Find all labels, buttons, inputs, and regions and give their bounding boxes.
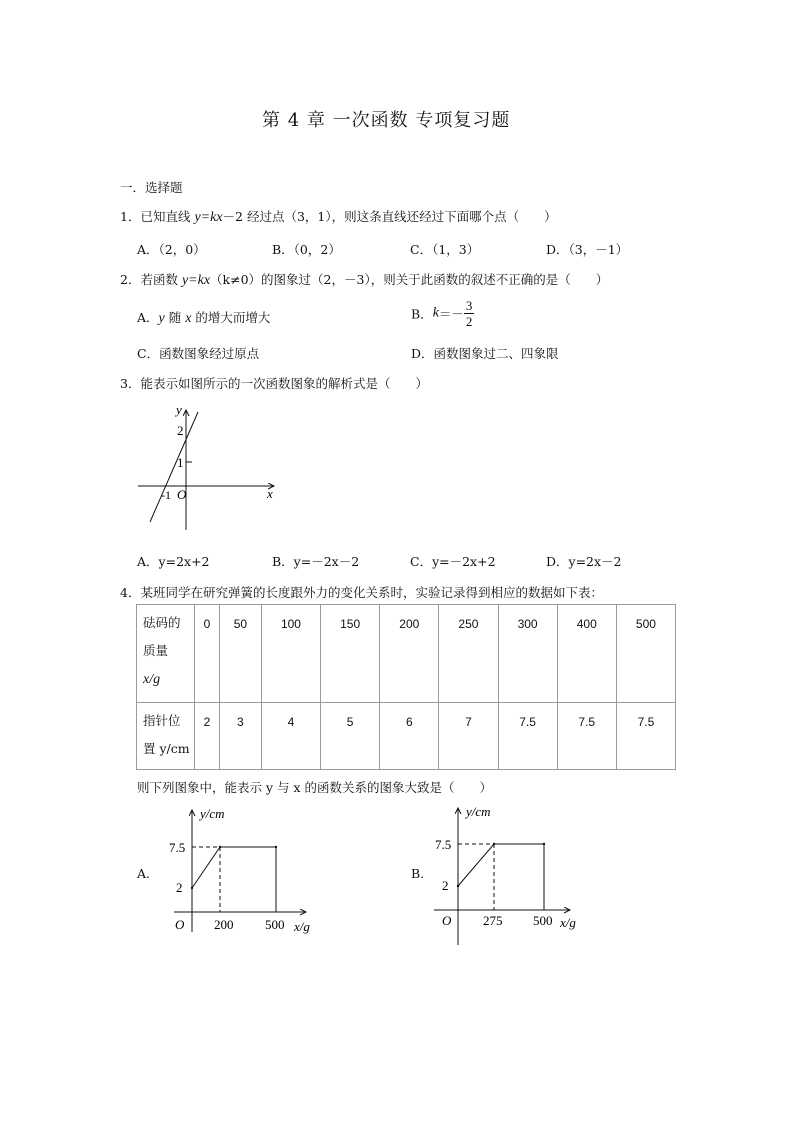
- table-cell: 500: [616, 605, 675, 703]
- table-cell: 50: [219, 605, 261, 703]
- table-cell: 4: [261, 703, 320, 770]
- data-point: [191, 887, 193, 889]
- table-cell: 6: [380, 703, 439, 770]
- q1-function: y=kx: [194, 210, 223, 225]
- q2-function: y=kx: [181, 273, 211, 288]
- row-header-line: 砝码的: [143, 615, 181, 630]
- x-axis-label: x/g: [560, 915, 576, 930]
- q2-option-a-text: 的增大而增大: [191, 310, 271, 325]
- tick-label-200: 200: [214, 917, 234, 932]
- table-cell: 7.5: [498, 703, 557, 770]
- q1-stem-prefix: 1．已知直线: [120, 209, 195, 224]
- q2-condition: （k≠0）: [210, 272, 262, 287]
- q3-option-b[interactable]: B．y=－2x－2: [272, 554, 360, 569]
- tick-label-275: 275: [483, 913, 503, 928]
- graph-a: [160, 800, 320, 940]
- row-header-position: [137, 703, 195, 770]
- q3-option-d[interactable]: D．y=2x－2: [546, 554, 622, 569]
- table-cell: 0: [195, 605, 220, 703]
- data-point: [219, 846, 221, 848]
- q1-option-c[interactable]: C．（1，3）: [410, 242, 480, 257]
- row-header-line: 质量: [143, 643, 169, 658]
- table-cell: 250: [439, 605, 498, 703]
- q1-stem-suffix: －2 经过点（3，1），则这条直线还经过下面哪个点（ ）: [222, 209, 557, 224]
- table-row: [137, 605, 676, 703]
- q1-option-d[interactable]: D．（3，－1）: [546, 242, 629, 257]
- origin-label: O: [177, 487, 187, 502]
- section-heading: 一．选择题: [120, 180, 183, 195]
- tick-label-7-5: 7.5: [435, 837, 452, 852]
- table-row: [137, 703, 676, 770]
- data-table: [136, 604, 676, 770]
- q2-option-d[interactable]: D．函数图象过二、四象限: [411, 346, 559, 361]
- row-header-line: 置 y/cm: [143, 741, 190, 756]
- fraction-numerator: 3: [465, 298, 473, 313]
- q2-stem-prefix: 2．若函数: [120, 272, 182, 287]
- question-4-stem: 4．某班同学在研究弹簧的长度跟外力的变化关系时，实验记录得到相应的数据如下表：: [120, 585, 603, 600]
- tick-label-2: 2: [442, 878, 449, 893]
- table-cell: 300: [498, 605, 557, 703]
- tick-label-minus-1: -1: [161, 488, 171, 502]
- q2-option-b-fraction: [464, 298, 475, 329]
- q2-option-c[interactable]: C．函数图象经过原点: [137, 346, 260, 361]
- fraction-denominator: 2: [465, 314, 473, 329]
- question-3-stem: 3．能表示如图所示的一次函数图象的解析式是（ ）: [120, 376, 428, 391]
- y-axis-label: y: [176, 402, 182, 417]
- y-axis-label: y/cm: [466, 804, 491, 819]
- y-axis-label: y/cm: [200, 806, 225, 821]
- table-cell: 150: [321, 605, 380, 703]
- tick-label-7-5: 7.5: [169, 840, 186, 855]
- table-cell: 7: [439, 703, 498, 770]
- data-point: [493, 843, 495, 845]
- q2-option-b[interactable]: [411, 298, 474, 329]
- question-1-stem: [120, 207, 557, 226]
- q3-linear-graph: [130, 398, 290, 536]
- q2-option-a[interactable]: [137, 308, 270, 327]
- q2-option-a-mid: 随: [164, 310, 186, 325]
- tick-label-500: 500: [265, 917, 285, 932]
- origin-label: O: [442, 913, 452, 928]
- tick-label-2: 2: [176, 880, 183, 895]
- q2-option-b-var: k: [432, 305, 439, 321]
- q1-option-a[interactable]: A．（2，0）: [137, 242, 206, 257]
- graph-a-option-label[interactable]: A.: [137, 866, 151, 881]
- tick-label-2: 2: [177, 423, 184, 438]
- graph-line: [458, 844, 544, 910]
- x-axis-label: x: [267, 486, 273, 501]
- row-header-mass: [137, 605, 195, 703]
- q3-option-a[interactable]: A．y=2x+2: [137, 554, 210, 569]
- table-cell: 7.5: [557, 703, 616, 770]
- table-cell: 200: [380, 605, 439, 703]
- table-cell: 7.5: [616, 703, 675, 770]
- row-header-line: 指针位: [143, 713, 181, 728]
- table-cell: 5: [321, 703, 380, 770]
- q2-stem-suffix: 的图象过（2，－3），则关于此函数的叙述不正确的是（ ）: [261, 272, 609, 287]
- data-point: [457, 885, 459, 887]
- data-point: [543, 843, 545, 845]
- data-point: [275, 846, 277, 848]
- table-cell: 400: [557, 605, 616, 703]
- graph-b-option-label[interactable]: B.: [411, 866, 425, 881]
- q2-option-b-letter: B．: [411, 306, 433, 322]
- graph-line: [150, 412, 198, 522]
- tick-label-500: 500: [533, 913, 553, 928]
- q3-option-c[interactable]: C．y=－2x+2: [410, 554, 496, 569]
- table-cell: 2: [195, 703, 220, 770]
- origin-label: O: [175, 917, 185, 932]
- q2-option-a-var-y: y: [158, 311, 165, 326]
- q2-option-a-letter: A．: [137, 310, 159, 325]
- graph-b: [428, 800, 588, 950]
- q4-follow-up: 则下列图象中，能表示 y 与 x 的函数关系的图象大致是（ ）: [137, 780, 493, 795]
- graph-line: [192, 847, 276, 912]
- q2-option-b-equals: ＝－: [438, 306, 464, 322]
- table-cell: 3: [219, 703, 261, 770]
- question-2-stem: [120, 270, 608, 289]
- tick-label-1: 1: [177, 455, 184, 470]
- q1-option-b[interactable]: B．（0，2）: [272, 242, 341, 257]
- q2-option-a-var-x: x: [185, 311, 192, 326]
- row-header-unit: x/g: [143, 672, 161, 687]
- x-axis-label: x/g: [294, 919, 310, 934]
- table-cell: 100: [261, 605, 320, 703]
- page-title: 第 4 章 一次函数 专项复习题: [262, 110, 511, 131]
